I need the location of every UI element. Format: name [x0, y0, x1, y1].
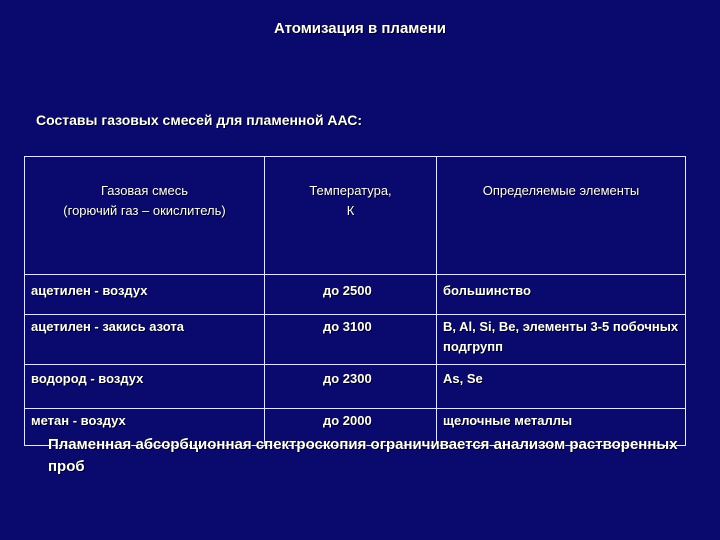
- table-row: [25, 275, 686, 315]
- cell-temperature: до 2500: [265, 275, 437, 315]
- table-caption: Составы газовых смесей для пламенной ААС:: [36, 112, 363, 128]
- gas-mixtures-table: [24, 156, 686, 446]
- cell-mixture: ацетилен - закись азота: [25, 315, 265, 365]
- cell-temperature: до 3100: [265, 315, 437, 365]
- cell-mixture: водород - воздух: [25, 365, 265, 409]
- header-temperature-line1: Температура,: [309, 183, 392, 198]
- header-temperature-line2: К: [346, 203, 355, 218]
- table-row: [25, 365, 686, 409]
- header-elements-line1: Определяемые элементы: [482, 183, 640, 198]
- cell-temperature: до 2300: [265, 365, 437, 409]
- cell-elements: As, Se: [437, 365, 686, 409]
- cell-elements: большинство: [437, 275, 686, 315]
- cell-mixture: ацетилен - воздух: [25, 275, 265, 315]
- header-mixture-line1: Газовая смесь: [100, 183, 189, 198]
- slide-title: Атомизация в пламени: [273, 20, 447, 37]
- header-cell-mixture: [25, 157, 265, 275]
- header-cell-temperature: [265, 157, 437, 275]
- header-cell-elements: [437, 157, 686, 275]
- cell-mixture: метан - воздух: [25, 409, 265, 446]
- table-row: [25, 315, 686, 365]
- table-header-row: [25, 157, 686, 275]
- footnote-text: Пламенная абсорбционная спектроскопия ограничивается анализом растворенных проб: [48, 436, 678, 475]
- cell-elements: щелочные металлы: [437, 409, 686, 446]
- cell-temperature: до 2000: [265, 409, 437, 446]
- header-mixture-line2: (горючий газ – окислитель): [63, 203, 226, 218]
- cell-elements: B, Al, Si, Be, элементы 3-5 побочных подгрупп: [437, 315, 686, 365]
